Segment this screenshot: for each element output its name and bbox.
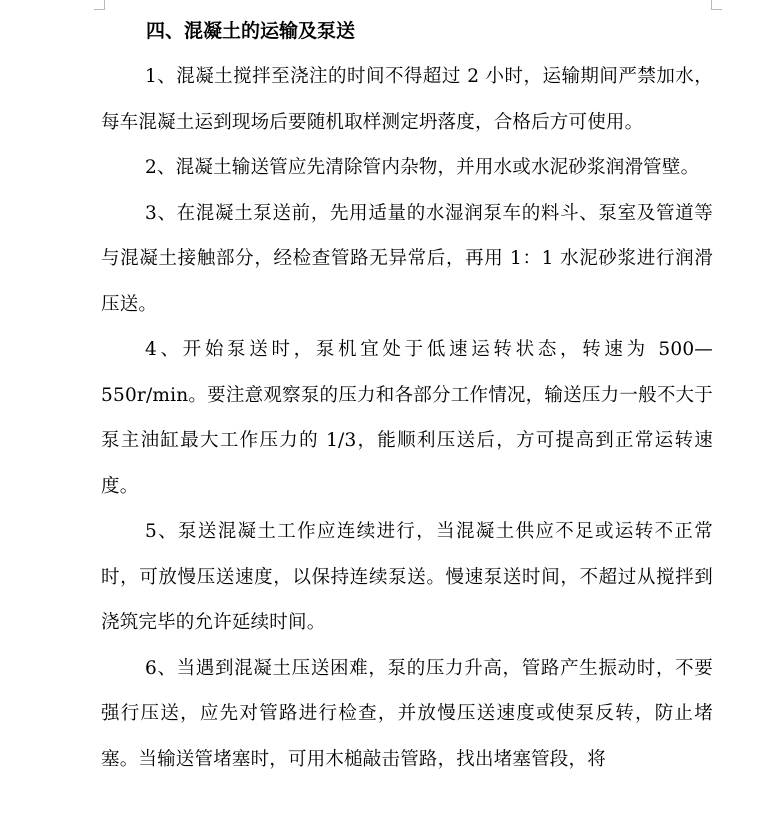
paragraph-4: 4、开始泵送时，泵机宜处于低速运转状态，转速为 500—550r/min。要注意观察泵的压力和各部分工作情况，输送压力一般不大于泵主油缸最大工作压力的 1/3，能顺利压送后，方可提高到正常运转速度。 [101, 339, 713, 497]
document-body [101, 12, 713, 782]
paragraph-2: 2、混凝土输送管应先清除管内杂物，并用水或水泥砂浆润滑管壁。 [145, 157, 700, 178]
margin-corner-mark-right [711, 0, 722, 10]
section-heading: 四、混凝土的运输及泵送 [146, 20, 356, 42]
paragraph-5: 5、泵送混凝土工作应连续进行，当混凝土供应不足或运转不正常时，可放慢压送速度，以保持连续泵送。慢速泵送时间，不超过从搅拌到浇筑完毕的允许延续时间。 [101, 521, 713, 633]
paragraph-6: 6、当遇到混凝土压送困难，泵的压力升高，管路产生振动时，不要强行压送，应先对管路进行检查，并放慢压送速度或使泵反转，防止堵塞。当输送管堵塞时，可用木槌敲击管路，找出堵塞管段，将 [101, 657, 713, 770]
paragraph-3: 3、在混凝土泵送前，先用适量的水湿润泵车的料斗、泵室及管道等与混凝土接触部分，经检查管路无异常后，再用 1：1 水泥砂浆进行润滑压送。 [101, 202, 713, 315]
paragraph-1: 1、混凝土搅拌至浇注的时间不得超过 2 小时，运输期间严禁加水，每车混凝土运到现场后要随机取样测定坍落度，合格后方可使用。 [101, 66, 713, 133]
margin-corner-mark-left [94, 0, 105, 10]
